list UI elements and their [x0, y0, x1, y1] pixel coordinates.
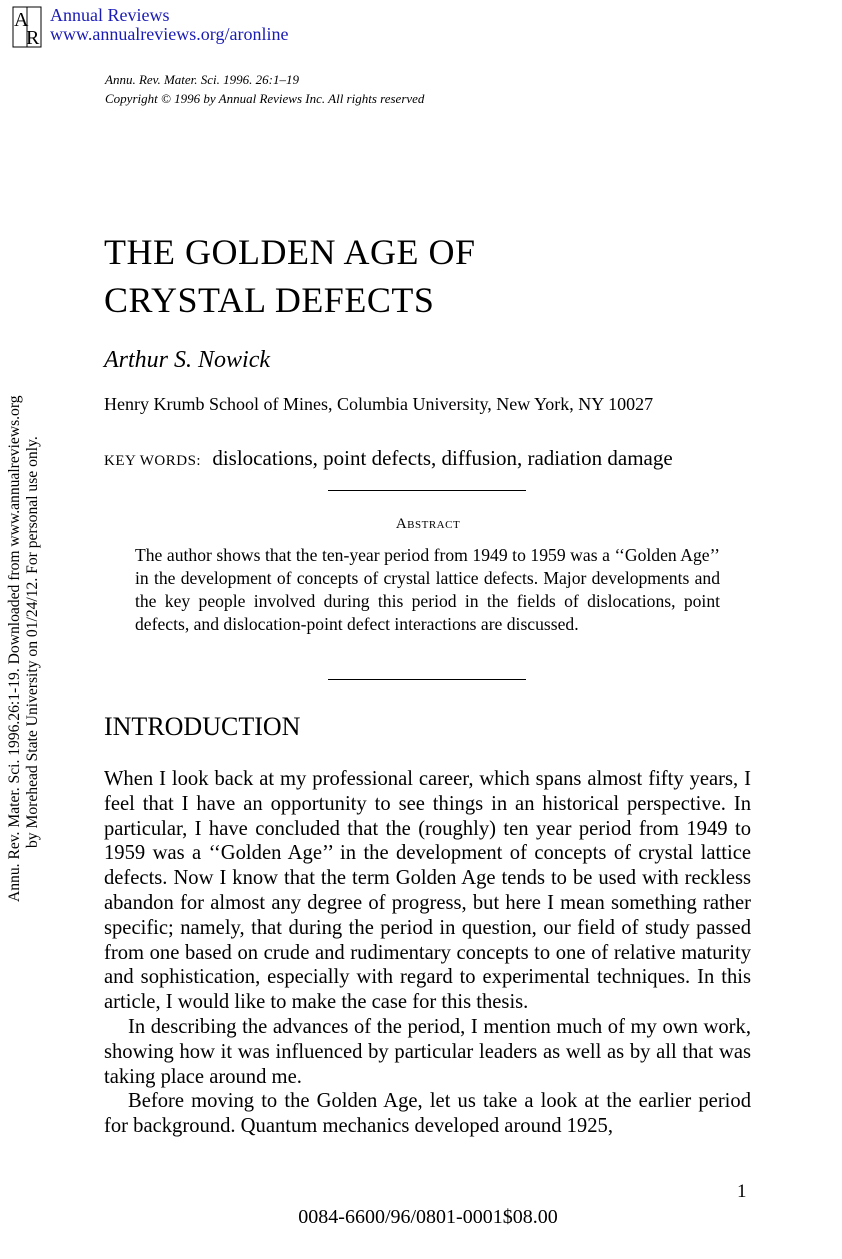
introduction-heading: INTRODUCTION [104, 712, 301, 741]
abstract-heading: Abstract [395, 516, 461, 532]
journal-citation [105, 70, 424, 108]
download-notice-line2: by Morehead State University on 01/24/12. For personal use only. [24, 436, 41, 848]
body-paragraph: Before moving to the Golden Age, let us take a look at the earlier period for background. Quantum mechanics developed around 1925, [104, 1090, 751, 1138]
svg-text:R: R [26, 27, 40, 48]
keywords-label: KEY WORDS: [104, 453, 202, 469]
abstract-text: The author shows that the ten-year period from 1949 to 1959 was a ‘‘Golden Age’’ in the development of concepts of crystal lattice defects. Major developments and the key people involved during this period in the fields of dislocations, point defects, and dislocation-point defect interactions are discussed. [135, 545, 720, 634]
title-line-2: CRYSTAL DEFECTS [104, 280, 435, 320]
introduction-body [104, 767, 751, 1139]
download-notice-line1: Annu. Rev. Mater. Sci. 1996.26:1-19. Downloaded from www.annualreviews.org [6, 395, 23, 902]
keywords-list: dislocations, point defects, diffusion, radiation damage [212, 446, 673, 470]
author-affiliation: Henry Krumb School of Mines, Columbia University, New York, NY 10027 [104, 394, 654, 414]
publisher-url-link[interactable]: www.annualreviews.org/aronline [50, 24, 289, 44]
citation-line: Annu. Rev. Mater. Sci. 1996. 26:1–19 [105, 72, 299, 87]
article-title [104, 228, 475, 324]
abstract-bottom-rule [328, 679, 526, 680]
publisher-links [50, 6, 288, 44]
body-paragraph: When I look back at my professional career, which spans almost fifty years, I feel that I have an opportunity to see things in an historical perspective. In particular, I have concluded that the (roughly) ten year period from 1949 to 1959 was a ‘‘Golden Age’’ in the development of concepts of crystal lattice defects. Now I know that the term Golden Age tends to be used with reckless abandon for almost any degree of progress, but here I mean something rather specific; namely, that during the period in question, our field of study passed from one based on crude and rudimentary concepts to one of relative maturity and sophistication, especially with regard to experimental techniques. In this article, I would like to make the case for this thesis. [104, 768, 751, 1014]
keywords [104, 446, 673, 471]
author-name: Arthur S. Nowick [104, 347, 270, 373]
title-line-1: THE GOLDEN AGE OF [104, 232, 476, 272]
publisher-name-link[interactable]: Annual Reviews [50, 5, 170, 25]
price-code: 0084-6600/96/0801-0001$08.00 [298, 1206, 558, 1228]
copyright-line: Copyright © 1996 by Annual Reviews Inc. All rights reserved [105, 91, 425, 106]
page-number: 1 [737, 1181, 747, 1202]
abstract-top-rule [328, 490, 526, 491]
svg-text:A: A [14, 9, 29, 31]
body-paragraph: In describing the advances of the period, I mention much of my own work, showing how it was influenced by particular leaders as well as by all that was taking place around me. [104, 1015, 751, 1088]
download-notice-sidebar [0, 0, 48, 1259]
